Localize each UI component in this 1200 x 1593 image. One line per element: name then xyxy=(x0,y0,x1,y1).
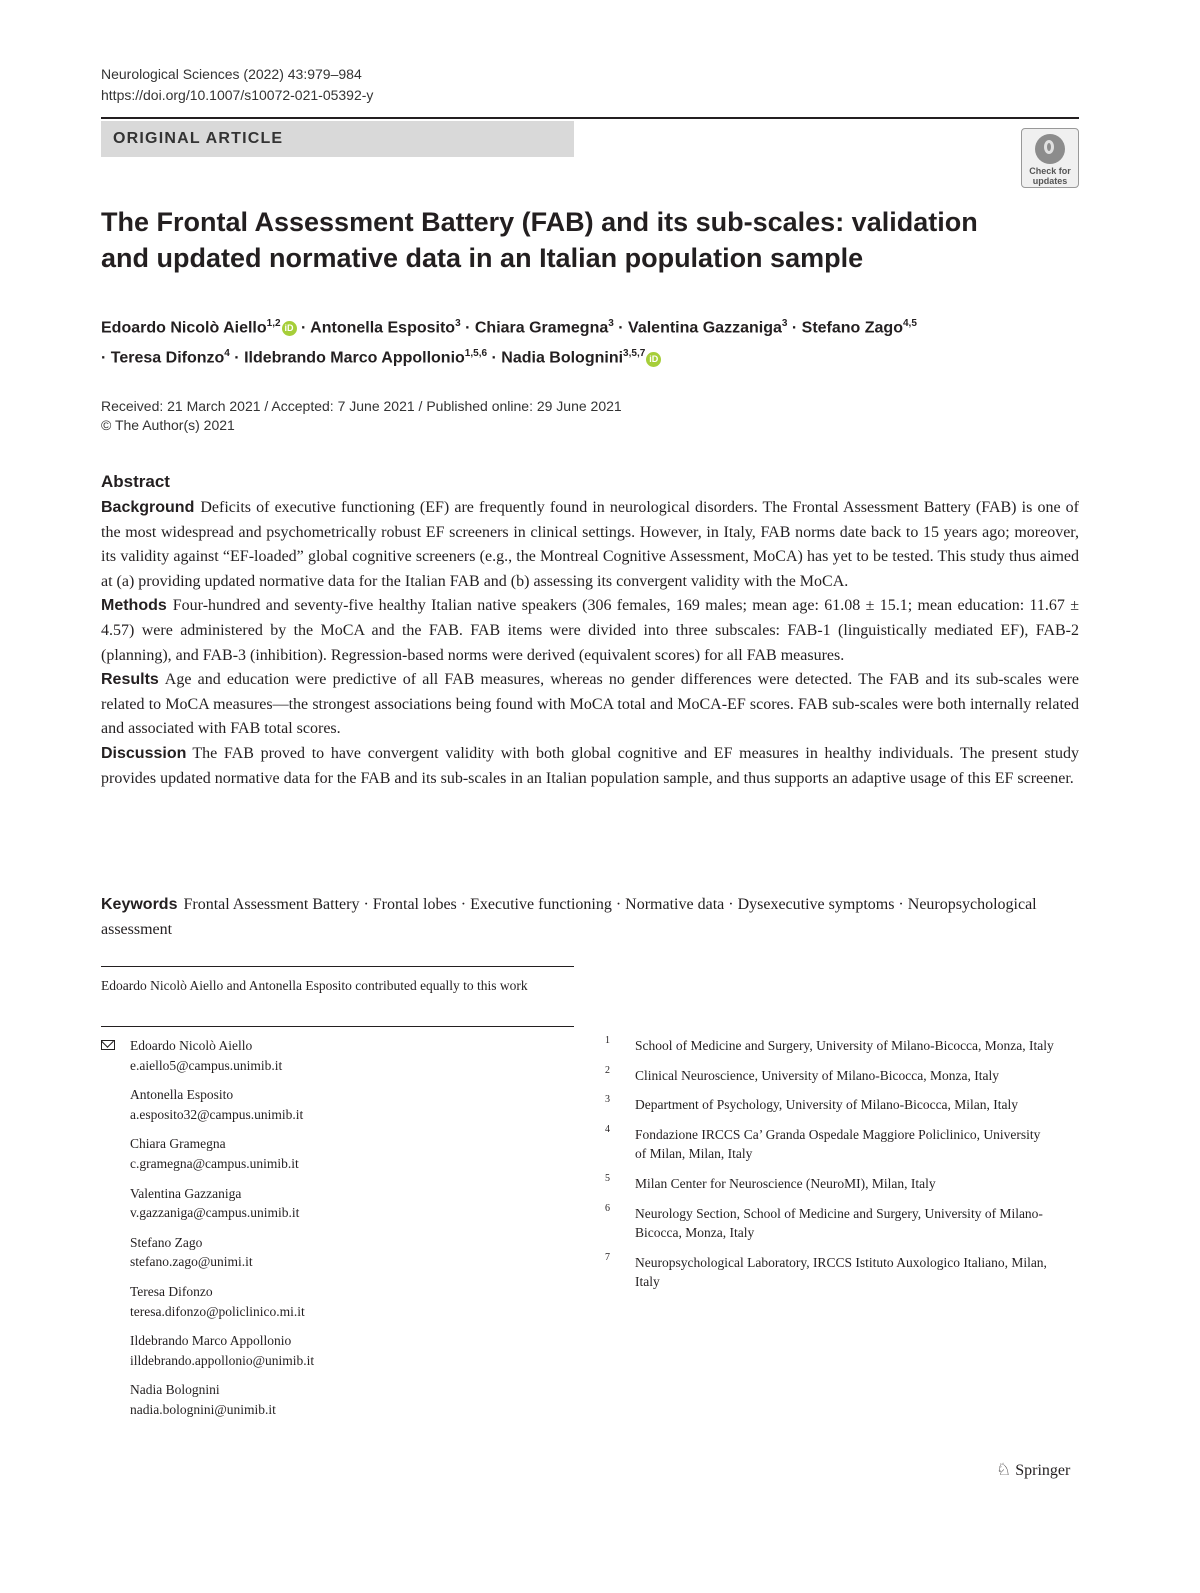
contact-email[interactable]: stefano.zago@unimi.it xyxy=(130,1254,253,1270)
affiliation-text: Clinical Neuroscience, University of Milano-Bicocca, Monza, Italy xyxy=(635,1067,1000,1083)
author-affiliation-marker: 4 xyxy=(224,348,230,360)
author-affiliation-marker: 1,2 xyxy=(266,318,281,329)
affiliation-text: Milan Center for Neuroscience (NeuroMI), Milan, Italy xyxy=(635,1175,936,1191)
affiliation-item xyxy=(605,1095,1055,1115)
envelope-icon xyxy=(101,1040,115,1050)
affiliation-number: 4 xyxy=(605,1123,610,1135)
doi-link[interactable]: https://doi.org/10.1007/s10072-021-05392-y xyxy=(101,87,374,103)
check-updates-line2: updates xyxy=(1032,176,1068,186)
journal-header xyxy=(101,64,373,106)
affiliation-number: 5 xyxy=(605,1172,610,1184)
author-separator: · xyxy=(487,349,502,367)
affiliation-text: Fondazione IRCCS Ca’ Granda Ospedale Maggiore Policlinico, University of Milan, Milan, Italy xyxy=(635,1126,1041,1162)
article-dates xyxy=(101,397,622,435)
abstract-methods xyxy=(101,594,1079,668)
author-contact xyxy=(101,1184,581,1223)
author-contact xyxy=(101,1036,581,1075)
author-contact xyxy=(101,1380,581,1419)
abstract-section-text: Four-hundred and seventy-five healthy Italian native speakers (306 females, 169 males; mean age: 61.08 ± 15.1; mean education: 11.67 ± 4.57) were administered by the MoCA and the FAB. FAB items were divided into three subscales: FAB-1 (linguistically mediated EF), FAB-2 (planning), and FAB-3 (inhibition). Regression-based norms were derived (equivalent scores) for all FAB measures. xyxy=(101,597,1079,664)
header-rule xyxy=(101,117,1079,119)
keywords-text: Frontal Assessment Battery · Frontal lobes · Executive functioning · Normative data · Dysexecutive symptoms · Neuropsychological assessment xyxy=(101,896,1037,938)
abstract-background xyxy=(101,496,1079,594)
author-affiliation-marker: 3,5,7 xyxy=(623,348,646,360)
contact-name: Valentina Gazzaniga xyxy=(130,1185,242,1201)
publisher-logo xyxy=(996,1460,1070,1480)
affiliation-item xyxy=(605,1174,1055,1194)
author-separator: · xyxy=(787,319,802,337)
author-affiliation-marker: 3 xyxy=(608,318,614,329)
affiliation-text: Neuropsychological Laboratory, IRCCS Istituto Auxologico Italiano, Milan, Italy xyxy=(635,1254,1047,1290)
affiliation-text: School of Medicine and Surgery, University of Milano-Bicocca, Monza, Italy xyxy=(635,1038,1054,1053)
check-for-updates-badge[interactable] xyxy=(1021,128,1079,188)
title-line-1: The Frontal Assessment Battery (FAB) and its sub-scales: validation xyxy=(101,207,978,237)
author-contact xyxy=(101,1233,581,1272)
affiliation-item xyxy=(605,1204,1055,1243)
abstract-results xyxy=(101,668,1079,742)
contact-email[interactable]: c.gramegna@campus.unimib.it xyxy=(130,1155,299,1171)
author-name[interactable]: Ildebrando Marco Appollonio xyxy=(244,349,465,367)
abstract-body xyxy=(101,496,1079,791)
author-name[interactable]: Valentina Gazzaniga xyxy=(628,319,782,337)
author-list xyxy=(101,311,1081,372)
author-contact xyxy=(101,1331,581,1370)
affiliation-number: 1 xyxy=(605,1035,610,1046)
title-line-2: and updated normative data in an Italian population sample xyxy=(101,243,864,273)
contact-email[interactable]: e.aiello5@campus.unimib.it xyxy=(130,1057,283,1073)
abstract-heading: Abstract xyxy=(101,472,170,491)
publication-history: Received: 21 March 2021 / Accepted: 7 June 2021 / Published online: 29 June 2021 xyxy=(101,398,622,414)
contact-email[interactable]: a.esposito32@campus.unimib.it xyxy=(130,1106,304,1122)
contact-email[interactable]: nadia.bolognini@unimib.it xyxy=(130,1401,276,1417)
publisher-name: Springer xyxy=(1015,1462,1071,1479)
orcid-icon[interactable]: iD xyxy=(646,352,661,367)
footnote-rule xyxy=(101,1026,574,1027)
author-contacts xyxy=(101,1036,581,1430)
author-affiliation-marker: 1,5,6 xyxy=(464,348,488,360)
copyright-line: © The Author(s) 2021 xyxy=(101,417,235,433)
contact-email[interactable]: teresa.difonzo@policlinico.mi.it xyxy=(130,1303,305,1319)
author-separator: · xyxy=(229,349,245,367)
footnote-rule xyxy=(101,966,574,967)
abstract-section-text: Deficits of executive functioning (EF) are frequently found in neurological disorders. The Frontal Assessment Battery (FAB) is one of the most widespread and psychometrically robust EF screeners in clinical settings. However, in Italy, FAB norms date back to 15 years ago; moreover, its validity against “EF-loaded” global cognitive screeners (e.g., the Montreal Cognitive Assessment, MoCA) has yet to be tested. This study thus aimed at (a) providing updated normative data for the Italian FAB and (b) assessing its convergent validity with the MoCA. xyxy=(101,499,1079,590)
article-type-banner: ORIGINAL ARTICLE xyxy=(101,121,574,157)
contact-name: Stefano Zago xyxy=(130,1234,203,1250)
contact-name: Ildebrando Marco Appollonio xyxy=(130,1333,292,1349)
equal-contribution-note: Edoardo Nicolò Aiello and Antonella Esposito contributed equally to this work xyxy=(101,978,528,993)
author-contact xyxy=(101,1134,581,1173)
affiliation-number: 7 xyxy=(605,1251,610,1263)
author-name[interactable]: Chiara Gramegna xyxy=(474,319,609,337)
affiliation-text: Neurology Section, School of Medicine and Surgery, University of Milano-Bicocca, Monza, Italy xyxy=(635,1205,1043,1241)
abstract-section-label: Discussion xyxy=(101,744,187,762)
abstract-section-text: The FAB proved to have convergent validity with both global cognitive and EF measures in healthy individuals. The present study provides updated normative data for the FAB and its sub-scales in an Italian population sample, and thus supports an adaptive usage of this EF screener. xyxy=(101,744,1079,787)
orcid-icon[interactable]: iD xyxy=(282,321,297,336)
abstract-section-label: Background xyxy=(101,499,195,516)
affiliation-number: 6 xyxy=(605,1202,610,1214)
author-contact xyxy=(101,1282,581,1321)
abstract-section-label: Methods xyxy=(101,597,167,615)
abstract-section-text: Age and education were predictive of all FAB measures, whereas no gender differences were detected. The FAB and its sub-scales were related to MoCA measures—the strongest associations being found with MoCA total and MoCA-EF scores. FAB sub-scales were both internally related and associated with FAB total scores. xyxy=(101,671,1079,738)
contact-email[interactable]: illdebrando.appollonio@unimib.it xyxy=(130,1352,315,1368)
author-name[interactable]: Nadia Bolognini xyxy=(501,349,624,367)
author-name[interactable]: Antonella Esposito xyxy=(310,319,456,337)
contact-name: Nadia Bolognini xyxy=(130,1382,220,1398)
affiliation-number: 3 xyxy=(605,1094,610,1106)
contact-name: Antonella Esposito xyxy=(130,1087,234,1103)
contact-email[interactable]: v.gazzaniga@campus.unimib.it xyxy=(130,1205,300,1221)
author-name[interactable]: Stefano Zago xyxy=(801,319,903,337)
affiliation-text: Department of Psychology, University of Milano-Bicocca, Milan, Italy xyxy=(635,1097,1019,1113)
affiliation-number: 2 xyxy=(605,1064,610,1076)
author-affiliation-marker: 3 xyxy=(781,318,788,329)
author-separator: · xyxy=(101,349,111,367)
affiliations xyxy=(605,1036,1055,1302)
affiliation-item xyxy=(605,1066,1055,1086)
contact-name: Chiara Gramegna xyxy=(130,1136,226,1152)
affiliation-item xyxy=(605,1036,1055,1056)
author-contact xyxy=(101,1085,581,1124)
contact-name: Teresa Difonzo xyxy=(130,1283,213,1299)
affiliation-item xyxy=(605,1253,1055,1292)
author-affiliation-marker: 4,5 xyxy=(902,318,917,329)
abstract-discussion xyxy=(101,742,1079,791)
springer-horse-icon: ♘ xyxy=(996,1460,1012,1479)
article-title xyxy=(101,204,1001,276)
author-affiliation-marker: 3 xyxy=(455,318,461,329)
author-name[interactable]: Teresa Difonzo xyxy=(110,349,225,367)
author-separator: · xyxy=(460,319,475,337)
contact-name: Edoardo Nicolò Aiello xyxy=(130,1038,253,1053)
keywords-label: Keywords xyxy=(101,896,178,913)
author-separator: · xyxy=(296,319,311,337)
abstract-section-label: Results xyxy=(101,671,159,689)
keywords xyxy=(101,892,1079,942)
journal-citation: Neurological Sciences (2022) 43:979–984 xyxy=(101,66,362,82)
author-separator: · xyxy=(613,319,629,337)
check-updates-line1: Check for xyxy=(1029,166,1071,176)
check-for-updates-icon xyxy=(1035,134,1065,164)
author-name[interactable]: Edoardo Nicolò Aiello xyxy=(101,319,267,337)
affiliation-item xyxy=(605,1125,1055,1164)
